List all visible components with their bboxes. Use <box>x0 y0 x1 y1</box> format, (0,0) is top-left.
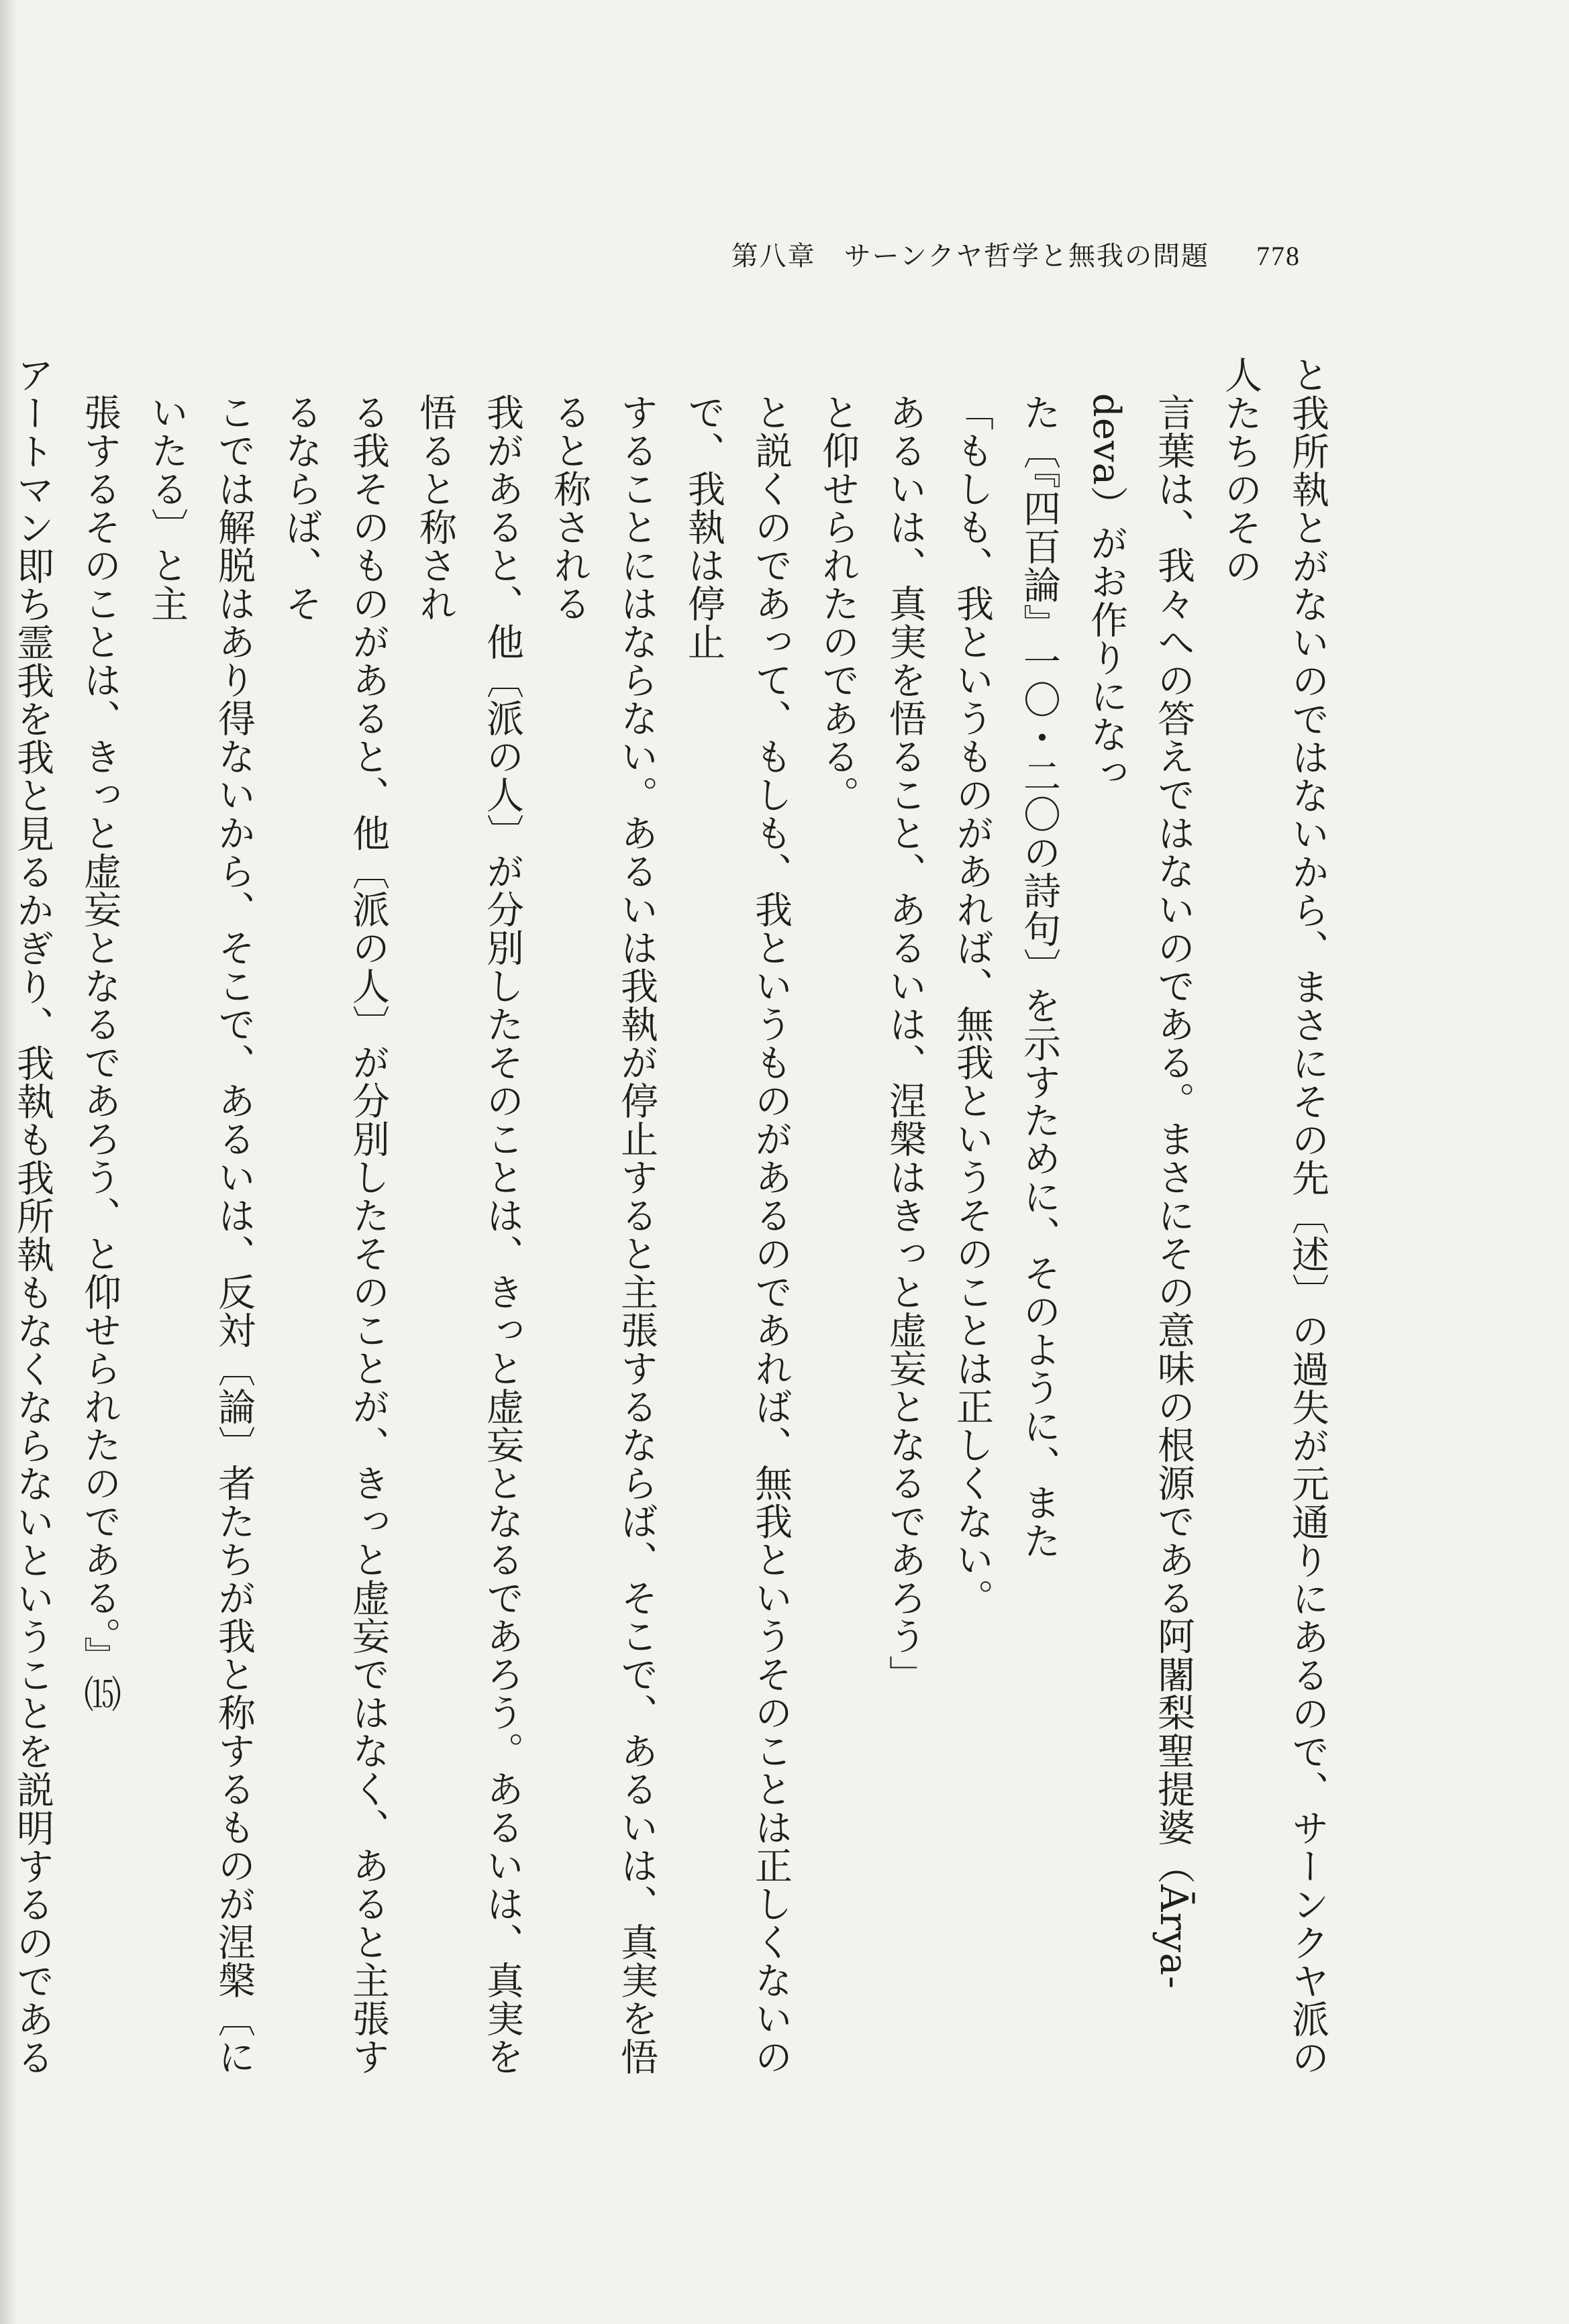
chapter-title: 第八章 サーンクヤ哲学と無我の問題 <box>731 241 1209 272</box>
text-line: と我所執とがないのではないから、まさにその先〔述〕の過失が元通りにあるので、サーンクヤ派の人たちのその <box>1219 356 1329 2076</box>
body-text <box>11 356 1341 2093</box>
text-line: た〔『四百論』一〇・二〇の詩句〕を示すために、そのように、また <box>1017 393 1061 1560</box>
running-header <box>731 235 1301 273</box>
page-number: 778 <box>1256 241 1301 271</box>
text-line: アートマン即ち霊我を我と見るかぎり、我執も我所執もなくならないということを説明するのである <box>11 356 54 2076</box>
text-line: することにはならない。あるいは我執が停止すると主張するならば、そこで、あるいは、真実を悟ると称される <box>548 393 658 2076</box>
text-line: こでは解脱はあり得ないから、そこで、あるいは、反対〔論〕者たちが我と称するものが涅槃〔にいたる〕と主 <box>145 393 256 2076</box>
text-line: る我そのものがあると、他〔派の人〕が分別したそのことが、きっと虚妄ではなく、あると主張するならば、そ <box>279 393 390 2076</box>
text-line: 言葉は、我々への答えではないのである。まさにその意味の根源である阿闍梨聖提婆（Ārya-deva）がお作りになっ <box>1084 393 1195 1990</box>
text-line: と説くのであって、もしも、我というものがあるのであれば、無我というそのことは正しくないので、我執は停止 <box>682 393 793 2076</box>
quote-line: 「もしも、我というものがあれば、無我というそのことは正しくない。 <box>950 393 994 1617</box>
text-line: 我があると、他〔派の人〕が分別したそのことは、きっと虚妄となるであろう。あるいは、真実を悟ると称され <box>413 393 524 2076</box>
text-line: 張するそのことは、きっと虚妄となるであろう、と仰せられたのである。』⒂ <box>78 393 121 1713</box>
quote-line: あるいは、真実を悟ること、あるいは、涅槃はきっと虚妄となるであろう」 <box>883 393 927 1693</box>
quote-line: と仰せられたのである。 <box>816 393 860 814</box>
